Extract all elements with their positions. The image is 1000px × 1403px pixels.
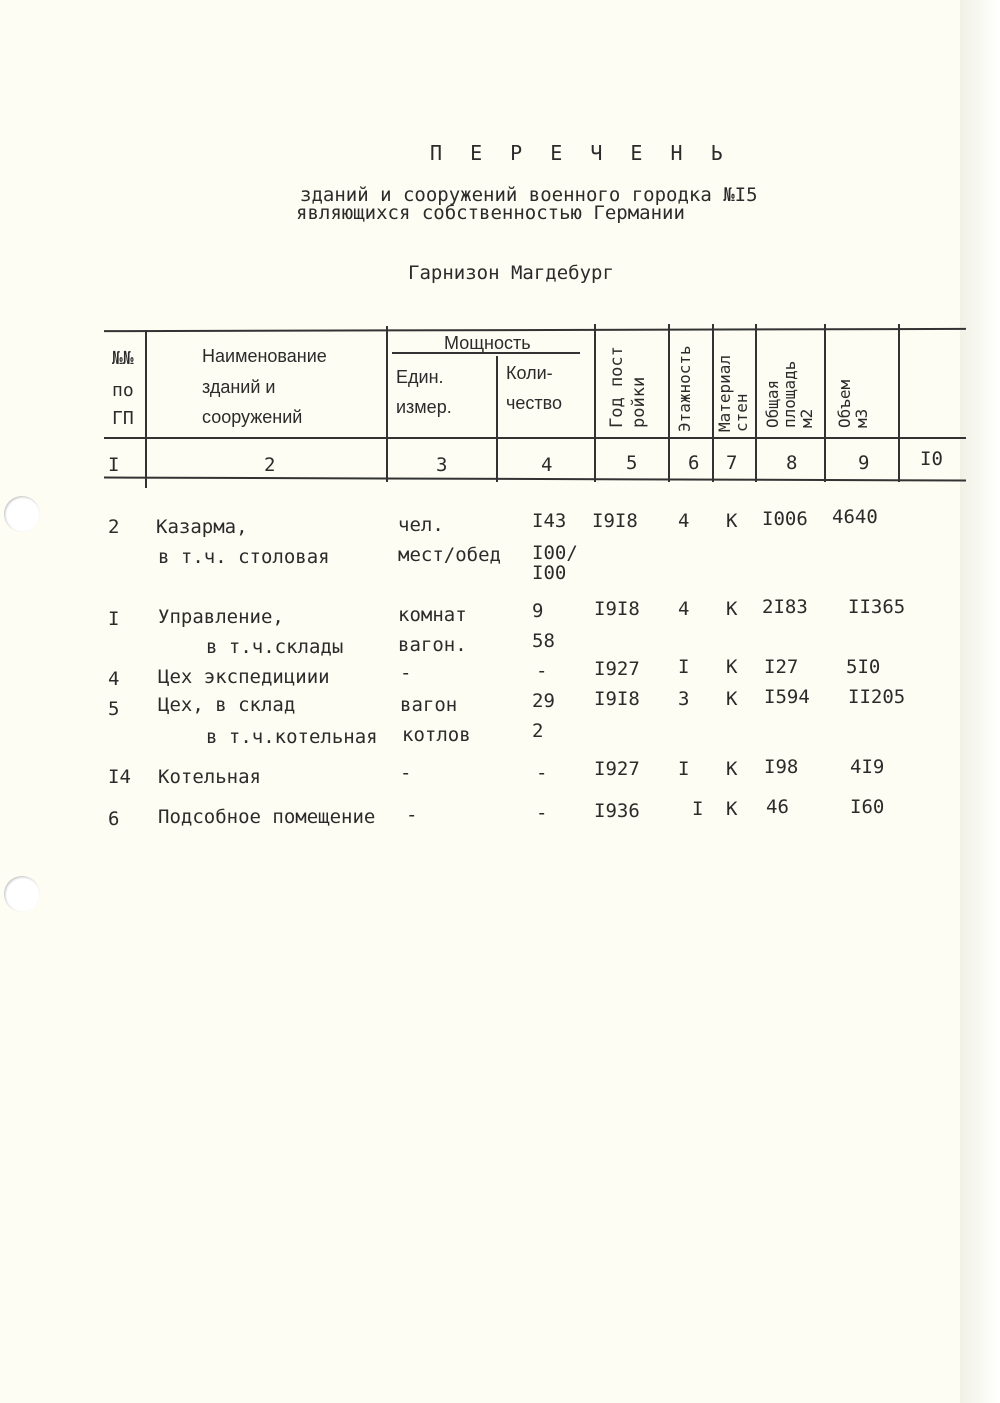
- column-divider: [712, 324, 714, 482]
- row-num: 2: [108, 516, 120, 538]
- column-number: 9: [858, 452, 870, 474]
- row-floors: 3: [678, 688, 690, 710]
- row-year: I9I8: [592, 510, 638, 532]
- row-name: в т.ч. столовая: [158, 546, 330, 568]
- column-number: 2: [264, 454, 276, 476]
- row-volume: I60: [850, 796, 885, 818]
- punch-hole: [4, 496, 40, 532]
- column-number: 7: [726, 452, 738, 474]
- row-year: I936: [594, 800, 640, 822]
- header-material: Материал стен: [715, 354, 751, 432]
- garrison-label: Гарнизон Магдебург: [408, 262, 614, 284]
- row-name: в т.ч.склады: [206, 636, 344, 658]
- header-separator-rule: [104, 437, 966, 439]
- row-area: I594: [764, 686, 810, 708]
- column-number: 4: [541, 454, 553, 476]
- column-divider: [824, 324, 826, 482]
- column-divider: [755, 324, 757, 482]
- column-number: 3: [436, 454, 448, 476]
- row-area: 2I83: [762, 596, 808, 618]
- row-area: 46: [766, 796, 789, 818]
- row-unit: вагон.: [398, 634, 467, 656]
- header-unit-line2: измер.: [396, 397, 452, 417]
- column-divider: [386, 326, 388, 482]
- header-name-line2: зданий и: [202, 377, 276, 397]
- header-year: Год пост ройки: [607, 346, 649, 428]
- column-number: I0: [920, 448, 943, 470]
- row-qty: -: [536, 762, 548, 784]
- header-qty-line2: чество: [506, 393, 563, 413]
- row-material: К: [726, 656, 738, 678]
- header-qty-line1: Коли-: [506, 363, 553, 383]
- row-floors: 4: [678, 598, 690, 620]
- row-name: Цех экспедициии: [158, 666, 330, 688]
- header-num-line2: по: [112, 380, 134, 401]
- column-number: 8: [786, 452, 798, 474]
- header-name-line3: сооружений: [202, 407, 303, 427]
- row-year: I9I8: [594, 688, 640, 710]
- row-material: К: [726, 798, 738, 820]
- row-qty-second: I00: [532, 562, 567, 584]
- header-num-line3: ГП: [112, 408, 134, 429]
- row-year: I927: [594, 758, 640, 780]
- row-name: Подсобное помещение: [158, 806, 376, 828]
- row-qty: I00/: [532, 542, 578, 564]
- row-volume: II205: [848, 686, 906, 708]
- header-power: Мощность: [444, 333, 531, 353]
- column-divider: [145, 330, 147, 488]
- row-volume: 5I0: [846, 656, 881, 678]
- row-unit: котлов: [402, 724, 471, 746]
- row-num: I: [108, 608, 120, 630]
- row-name: Котельная: [158, 766, 261, 788]
- page-edge: [960, 0, 1000, 1403]
- row-unit: мест/обед: [398, 544, 501, 566]
- column-divider: [898, 324, 900, 482]
- row-volume: 4640: [832, 506, 878, 528]
- row-area: I98: [764, 756, 799, 778]
- row-unit: -: [406, 804, 418, 826]
- row-unit: -: [400, 662, 412, 684]
- row-material: К: [726, 758, 738, 780]
- row-volume: 4I9: [850, 756, 885, 778]
- row-unit: комнат: [398, 604, 467, 626]
- column-number: I: [108, 454, 120, 476]
- row-num: 5: [108, 698, 120, 720]
- row-unit: вагон: [400, 694, 458, 716]
- row-qty: 58: [532, 630, 555, 652]
- row-unit: чел.: [398, 514, 444, 536]
- row-year: I9I8: [594, 598, 640, 620]
- row-year: I927: [594, 658, 640, 680]
- column-divider: [594, 324, 596, 482]
- row-qty: 29: [532, 690, 555, 712]
- header-volume: Объем м3: [835, 379, 871, 428]
- row-floors: I: [692, 798, 704, 820]
- header-unit-line1: Един.: [396, 367, 444, 387]
- row-qty: -: [536, 660, 548, 682]
- row-material: К: [726, 510, 738, 532]
- document-subtitle-line2: являющихся собственностью Германии: [296, 202, 685, 224]
- row-name: в т.ч.котельная: [206, 726, 378, 748]
- row-num: I4: [108, 766, 131, 788]
- row-qty: I43: [532, 510, 567, 532]
- row-floors: I: [678, 656, 690, 678]
- punch-hole: [4, 876, 40, 912]
- column-number: 5: [626, 452, 638, 474]
- table-top-rule: [104, 328, 966, 332]
- column-numbers-rule: [104, 476, 966, 481]
- column-number: 6: [688, 452, 700, 474]
- document-subtitle-line1: зданий и сооружений военного городка №I5: [300, 184, 758, 206]
- row-name: Цех, в склад: [158, 694, 296, 716]
- row-area: I27: [764, 656, 799, 678]
- header-name-line1: Наименование: [202, 346, 327, 366]
- row-unit: -: [400, 762, 412, 784]
- row-name: Казарма,: [156, 516, 248, 538]
- header-floors: Этажность: [675, 345, 694, 432]
- row-name: Управление,: [158, 606, 284, 628]
- row-num: 4: [108, 668, 120, 690]
- column-divider: [668, 324, 670, 482]
- row-qty: 9: [532, 600, 544, 622]
- header-area: Общая площадь м2: [763, 360, 816, 428]
- row-qty: -: [536, 802, 548, 824]
- header-num-line1: №№: [112, 348, 134, 369]
- row-floors: I: [678, 758, 690, 780]
- row-material: К: [726, 598, 738, 620]
- row-volume: II365: [848, 596, 906, 618]
- row-floors: 4: [678, 510, 690, 532]
- document-title: П Е Р Е Ч Е Н Ь: [430, 141, 731, 165]
- row-num: 6: [108, 808, 120, 830]
- row-area: I006: [762, 508, 808, 530]
- row-material: К: [726, 688, 738, 710]
- column-divider: [496, 356, 498, 482]
- row-qty: 2: [532, 720, 544, 742]
